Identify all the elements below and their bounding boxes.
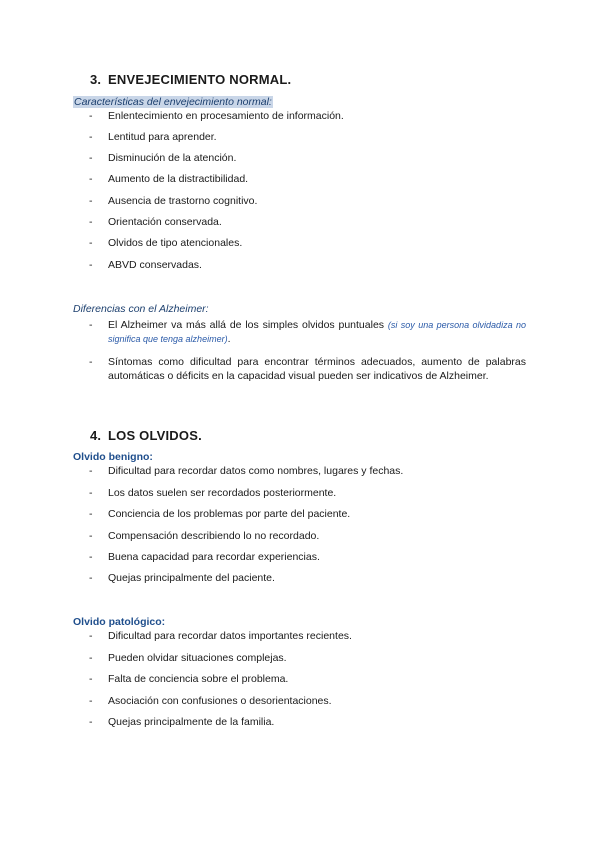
document-page: 3. ENVEJECIMIENTO NORMAL. Características del envejecimiento normal: - Enlentecimiento en procesamiento de información. - Lentitud para aprender. - Disminución de la atención. - Aumento de la distractibilidad. - Ausencia de trastorno cognitivo. - Orientación conservada. - Olvidos de tipo atencionales. - ABVD conservadas. Diferencias con el Alzheimer: - El Alzheimer va más allá de los simples olvidos puntuales (si soy una persona olvidadiza no significa que tenga alzheimer). - Síntomas como dificultad para encontrar términos adecuados, aumento de palabras automáticas o déficits en la capacidad visual pueden ser indicativos de Alzheimer. 4. LOS OLVIDOS. Olvido benigno: - Dificultad para recordar datos como nombres, lugares y fechas. - Los datos suelen ser recordados posteriormente. - Conciencia de los problemas por parte del paciente. - Compensación describiendo lo no recordado. - Buena capacidad para recordar experiencias. - Quejas principalmente del paciente. Olvido patológico: - Dificultad para recordar datos importantes recientes. - Pueden olvidar situaciones complejas. - Falta de conciencia sobre el problema. - Asociación con confusiones o desorientaciones. - Quejas principalmente de la familia. <box>73 72 526 728</box>
section-4-number: 4. <box>90 428 102 443</box>
alzheimer-differences-subtitle: Diferencias con el Alzheimer: <box>73 303 209 315</box>
note-text: (si soy una persona olvidadiza no significa que tenga alzheimer) <box>108 320 526 344</box>
pathological-forgetting-subtitle: Olvido patológico: <box>73 616 166 628</box>
benign-forgetting-subtitle: Olvido benigno: <box>73 451 153 463</box>
section-4-title: LOS OLVIDOS. <box>108 428 202 443</box>
characteristics-subtitle: Características del envejecimiento normal: <box>74 96 272 108</box>
section-3-heading <box>90 72 291 87</box>
section-3-number: 3. <box>90 72 102 87</box>
section-3-title: ENVEJECIMIENTO NORMAL. <box>108 72 292 87</box>
section-4-heading <box>90 428 202 443</box>
